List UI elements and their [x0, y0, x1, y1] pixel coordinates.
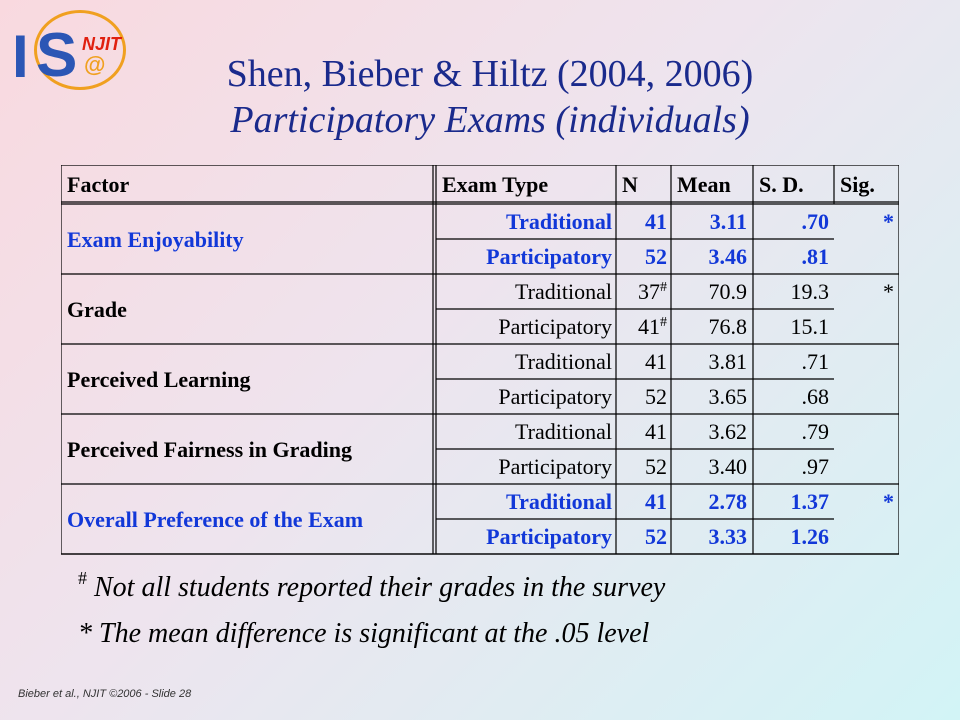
sd-cell: 15.1 — [790, 314, 829, 339]
factor-label: Perceived Learning — [67, 367, 251, 392]
n-value: 52 — [645, 244, 667, 269]
hash-mark: # — [78, 568, 87, 588]
logo-at-icon: @ — [84, 52, 106, 77]
exam-type-cell: Participatory — [486, 524, 612, 549]
sig-cell: * — [883, 209, 894, 234]
n-cell — [616, 211, 667, 233]
footnote-hash-text: Not all students reported their grades in the survey — [94, 572, 666, 603]
mean-cell: 70.9 — [708, 279, 747, 304]
hash-mark: # — [660, 315, 667, 330]
n-cell — [616, 246, 667, 268]
mean-cell: 3.11 — [709, 209, 747, 234]
factor-label: Exam Enjoyability — [67, 227, 244, 252]
header-exam-type: Exam Type — [442, 172, 549, 197]
n-cell — [616, 421, 667, 443]
factor-label: Overall Preference of the Exam — [67, 507, 364, 532]
footnote-star: * The mean difference is significant at the .05 level — [78, 618, 650, 649]
exam-type-cell: Participatory — [498, 314, 612, 339]
n-cell — [616, 456, 667, 478]
slide-title: Shen, Bieber & Hiltz (2004, 2006) — [226, 53, 754, 95]
n-value: 41 — [645, 419, 667, 444]
n-value: 41 — [645, 489, 667, 514]
sd-cell: .70 — [801, 209, 829, 234]
n-cell — [616, 316, 667, 338]
n-cell — [616, 351, 667, 373]
slide-subtitle: Participatory Exams (individuals) — [230, 99, 750, 141]
n-value: 37 — [638, 279, 660, 304]
n-value: 52 — [645, 454, 667, 479]
n-cell — [616, 386, 667, 408]
sig-cell: * — [883, 279, 894, 304]
exam-type-cell: Traditional — [506, 209, 612, 234]
factor-label: Grade — [67, 297, 127, 322]
mean-cell: 3.62 — [708, 419, 747, 444]
sd-cell: 19.3 — [790, 279, 829, 304]
header-mean: Mean — [677, 172, 731, 197]
mean-cell: 3.81 — [708, 349, 747, 374]
mean-cell: 2.78 — [708, 489, 747, 514]
slide-footer: Bieber et al., NJIT ©2006 - Slide 28 — [18, 688, 192, 700]
sd-cell: .71 — [801, 349, 829, 374]
sd-cell: .68 — [801, 384, 829, 409]
n-value: 52 — [645, 384, 667, 409]
sd-cell: .79 — [801, 419, 829, 444]
logo-letter-s: S — [36, 21, 78, 90]
isnjit-logo — [8, 8, 130, 92]
exam-type-cell: Traditional — [515, 279, 612, 304]
sd-cell: 1.37 — [790, 489, 829, 514]
exam-type-cell: Participatory — [498, 384, 612, 409]
n-value: 41 — [645, 349, 667, 374]
mean-cell: 76.8 — [708, 314, 747, 339]
footnote-hash — [78, 568, 666, 604]
sig-cell: * — [883, 489, 894, 514]
mean-cell: 3.40 — [708, 454, 747, 479]
n-cell — [616, 526, 667, 548]
exam-type-cell: Participatory — [498, 454, 612, 479]
hash-mark: # — [660, 280, 667, 295]
header-n: N — [622, 172, 638, 197]
n-value: 41 — [638, 314, 660, 339]
mean-cell: 3.65 — [708, 384, 747, 409]
sd-cell: .97 — [801, 454, 829, 479]
exam-type-cell: Traditional — [506, 489, 612, 514]
header-sd: S. D. — [759, 172, 804, 197]
results-table — [61, 165, 899, 556]
exam-type-cell: Traditional — [515, 349, 612, 374]
n-cell — [616, 281, 667, 303]
logo-njit: NJIT — [82, 34, 122, 54]
header-factor: Factor — [67, 172, 130, 197]
sd-cell: .81 — [801, 244, 829, 269]
factor-label: Perceived Fairness in Grading — [67, 437, 352, 462]
sd-cell: 1.26 — [790, 524, 829, 549]
mean-cell: 3.46 — [708, 244, 747, 269]
header-sig: Sig. — [840, 172, 875, 197]
mean-cell: 3.33 — [708, 524, 747, 549]
n-value: 52 — [645, 524, 667, 549]
exam-type-cell: Traditional — [515, 419, 612, 444]
logo-letter-i: I — [12, 23, 23, 90]
exam-type-cell: Participatory — [486, 244, 612, 269]
n-cell — [616, 491, 667, 513]
n-value: 41 — [645, 209, 667, 234]
